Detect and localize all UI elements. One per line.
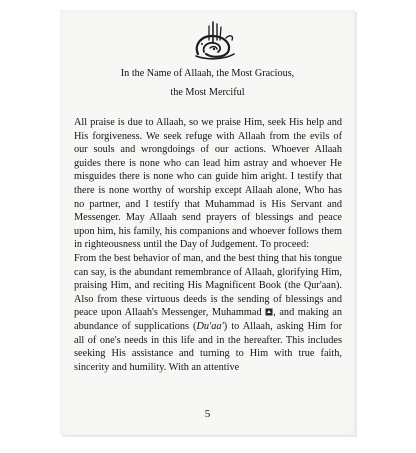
paragraph-2-part-1: From the best behavior of man, and the best thing that his tongue can say, is the abundant remembrance of Allaah, glorifying Him, praising Him, and reciting His Magnificent Book (the Qur'aan). Also from these virtuous deeds is the sending of blessings and peace upon Allaah's Messenger, Muhammad <box>74 252 342 319</box>
bleed-through-text <box>231 16 351 25</box>
book-page <box>60 10 355 435</box>
paragraph-1: All praise is due to Allaah, so we praise Him, seek His help and His forgiveness. We seek refuge with Allaah from the evils of our souls and wrongdoings of our actions. Whoever Allaah guides there is none who can lead him astray and whoever He misguides there is none who can guide him aright. I testify that there is none worthy of worship except Allaah alone, Who has no partner, and I testify that Muhammad is His Servant and Messenger. May Allaah send prayers of blessings and peace upon him, his family, his companions and whoever follows them in righteousness until the Day of Judgement. To proceed: <box>74 117 342 251</box>
page-number: 5 <box>204 408 211 420</box>
calligraphy-emblem-icon <box>190 18 238 62</box>
paragraph-2 <box>74 252 342 374</box>
salutation-glyph-icon <box>265 308 273 316</box>
paragraph-2-italic-term: Du'aa' <box>196 320 224 332</box>
paragraph-2-part-2: , and making an abundance of supplications ( <box>74 307 342 332</box>
basmala-line-1: In the Name of Allaah, the Most Gracious, <box>120 68 295 79</box>
paragraph-2-part-3: ) to Allaah, asking Him for all of one's needs in this life and in the hereafter. This includes seeking His assistance and turning to Him with true faith, sincerity and humility. With an attentive <box>74 320 342 373</box>
body-text <box>74 116 342 374</box>
basmala-line-2: the Most Merciful <box>170 87 245 98</box>
